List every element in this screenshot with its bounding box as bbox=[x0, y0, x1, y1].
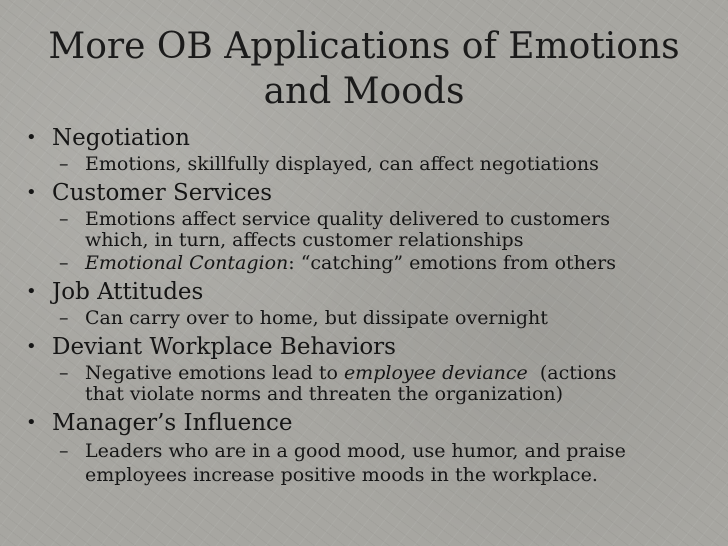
dash: – bbox=[59, 208, 69, 230]
dash: – bbox=[59, 362, 69, 384]
bullet-label: Customer Services bbox=[52, 180, 273, 206]
bullet-dot: • bbox=[26, 412, 37, 433]
sub-bullet bbox=[22, 209, 712, 251]
bullet-dot: • bbox=[26, 336, 37, 357]
dash: – bbox=[59, 252, 69, 274]
sub-bullet bbox=[22, 439, 712, 487]
slide-title bbox=[0, 24, 728, 114]
sub-bullet-line-2: which, in turn, affects customer relationships bbox=[85, 229, 524, 251]
dash: – bbox=[59, 440, 69, 462]
bullet-label: Job Attitudes bbox=[52, 279, 204, 305]
dash: – bbox=[59, 153, 69, 175]
bullet-label: Deviant Workplace Behaviors bbox=[52, 334, 396, 360]
sub-bullet-text: Can carry over to home, but dissipate overnight bbox=[85, 307, 548, 329]
sub-bullet-line-2: employees increase positive moods in the workplace. bbox=[85, 464, 598, 486]
bullet-job-attitudes bbox=[22, 278, 712, 306]
bullet-dot: • bbox=[26, 182, 37, 203]
bullet-label: Negotiation bbox=[52, 125, 190, 151]
sub-bullet-line-1 bbox=[85, 363, 712, 384]
bullet-managers-influence bbox=[22, 409, 712, 437]
title-line-1: More OB Applications of Emotions bbox=[48, 26, 680, 67]
bullet-list bbox=[22, 124, 712, 487]
term-emotional-contagion: Emotional Contagion bbox=[85, 252, 289, 274]
bullet-dot: • bbox=[26, 127, 37, 148]
title-line-2: and Moods bbox=[263, 71, 465, 112]
sub-bullet bbox=[22, 154, 712, 175]
sub-bullet-text: (actions bbox=[527, 362, 617, 384]
sub-bullet bbox=[22, 308, 712, 329]
dash: – bbox=[59, 307, 69, 329]
bullet-deviant-workplace-behaviors bbox=[22, 333, 712, 361]
sub-bullet bbox=[22, 253, 712, 274]
term-employee-deviance: employee deviance bbox=[343, 362, 528, 384]
sub-bullet-text: Negative emotions lead to bbox=[85, 362, 344, 384]
bullet-customer-services bbox=[22, 179, 712, 207]
bullet-label: Manager’s Influence bbox=[52, 410, 293, 436]
sub-bullet-line-1: Leaders who are in a good mood, use humor, and praise bbox=[85, 440, 626, 462]
sub-bullet-text: Emotions, skillfully displayed, can affect negotiations bbox=[85, 153, 599, 175]
sub-bullet bbox=[22, 363, 712, 405]
bullet-negotiation bbox=[22, 124, 712, 152]
sub-bullet-text: : “catching” emotions from others bbox=[288, 252, 616, 274]
bullet-dot: • bbox=[26, 281, 37, 302]
sub-bullet-line-1: Emotions affect service quality delivered to customers bbox=[85, 208, 610, 230]
sub-bullet-line-2: that violate norms and threaten the organization) bbox=[85, 383, 564, 405]
